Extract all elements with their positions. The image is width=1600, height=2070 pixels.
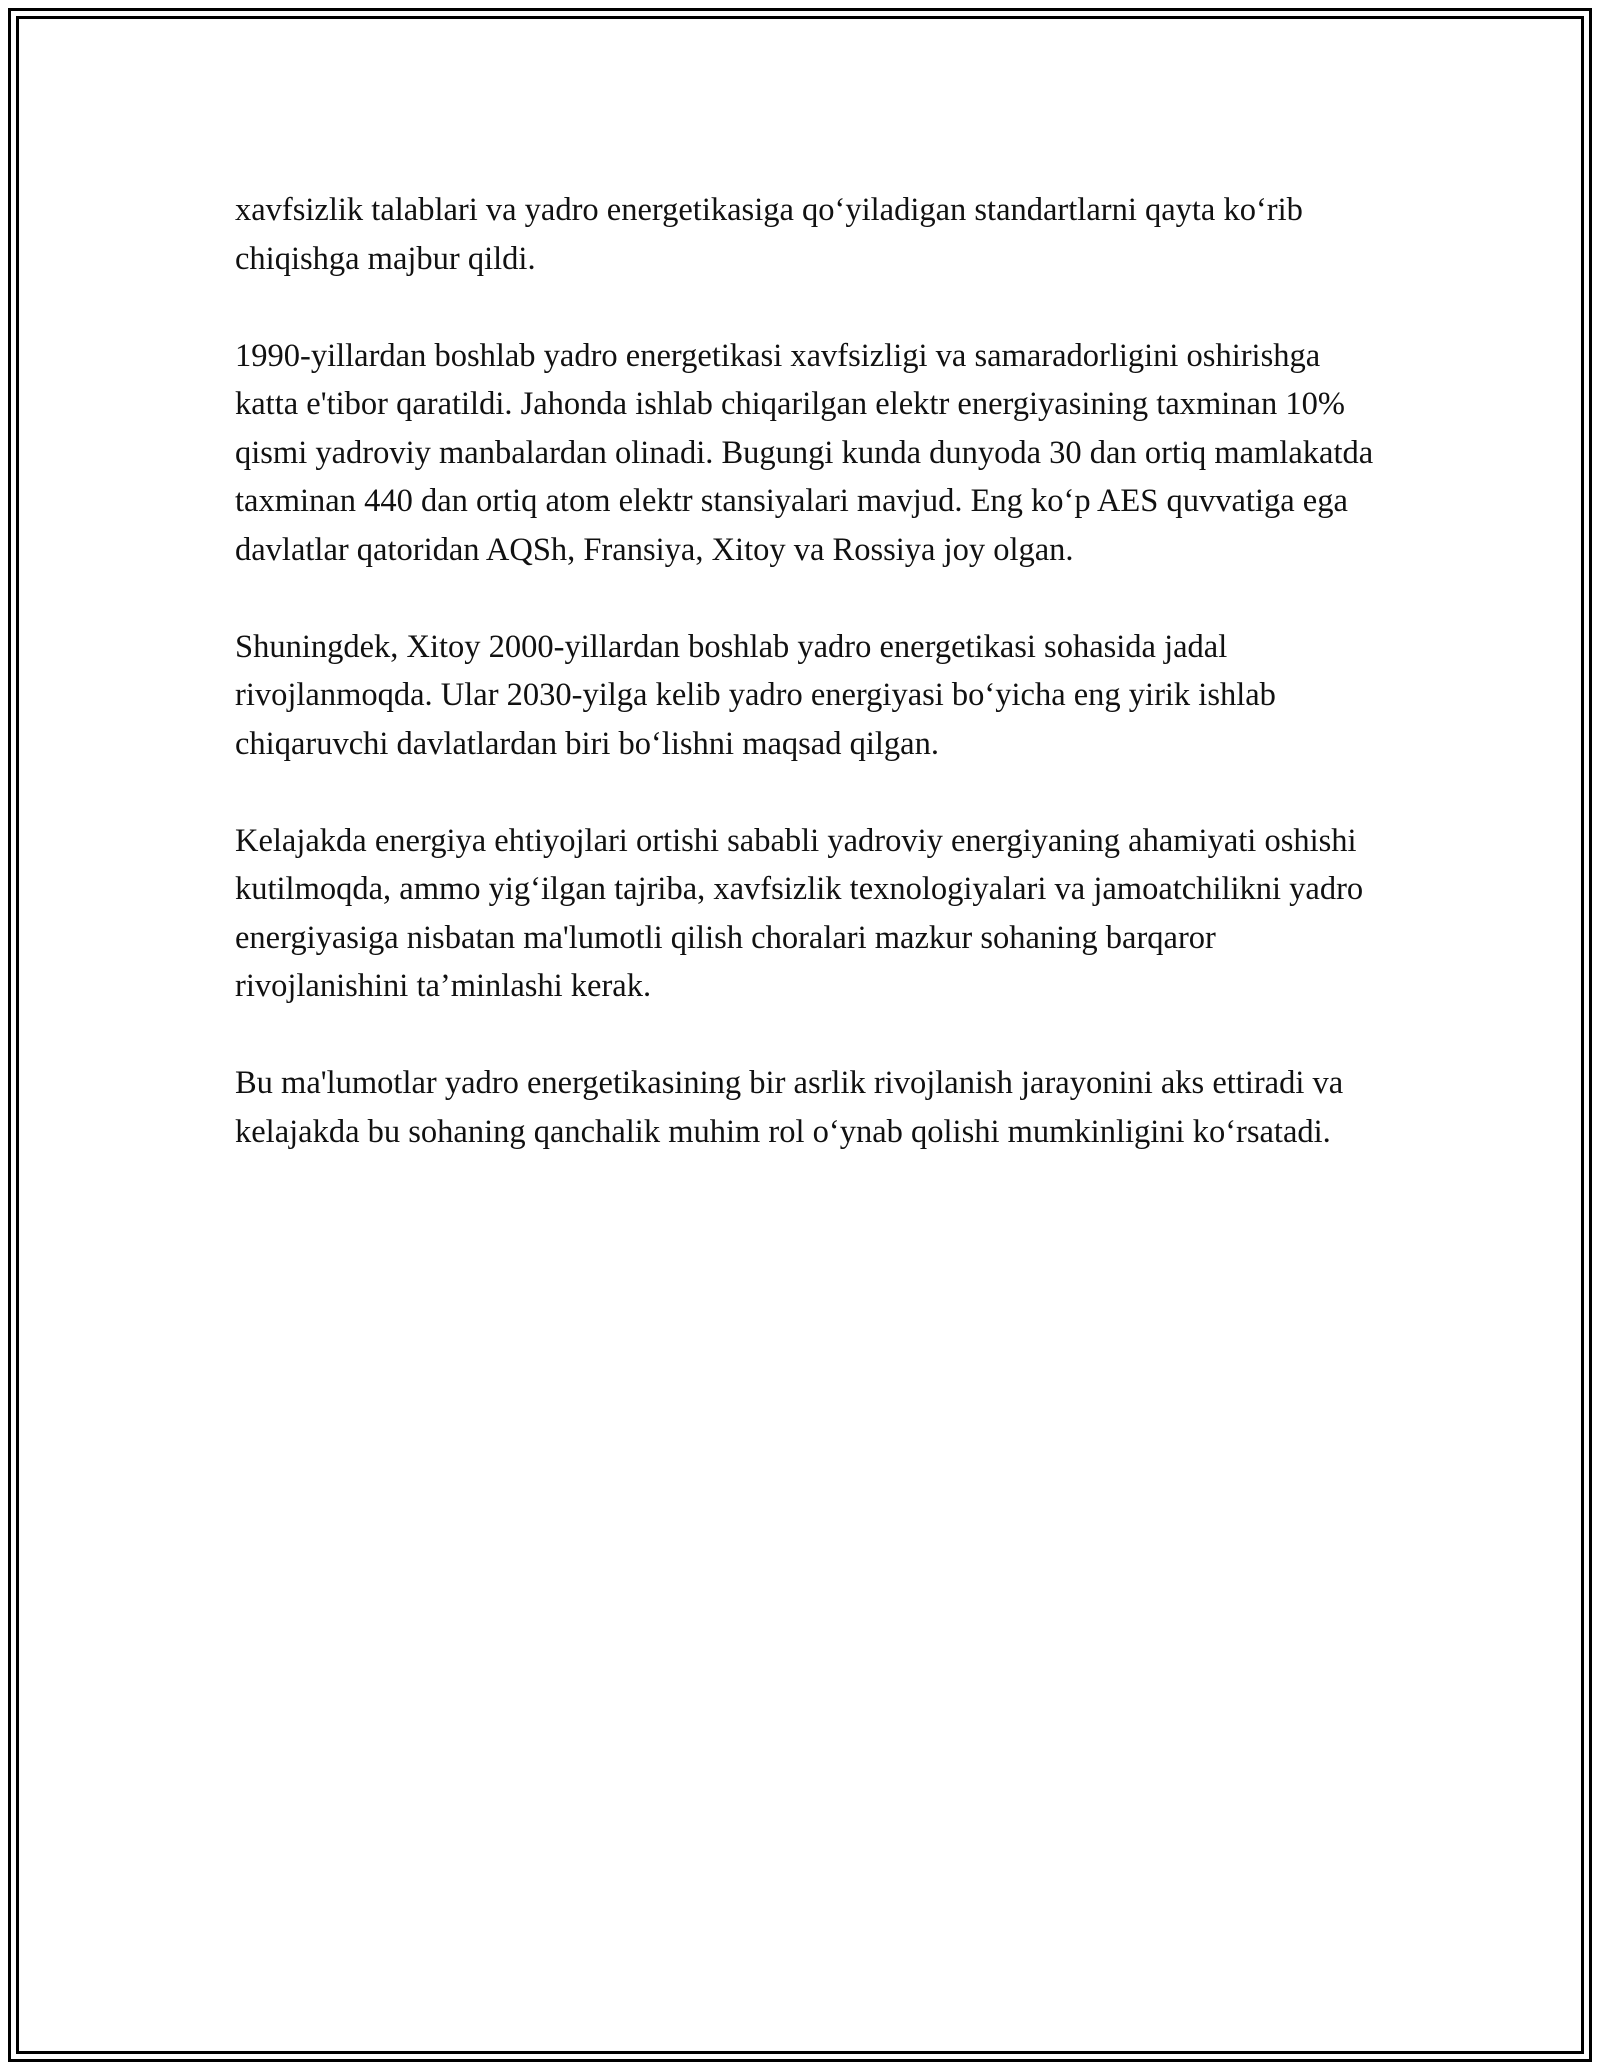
paragraph-3: Shuningdek, Xitoy 2000-yillardan boshlab yadro energetikasi sohasida jadal rivojlanmoqda. Ular 2030-yilga kelib yadro energiyasi bo‘yicha eng yirik ishlab chiqaruvchi davlatlardan biri bo‘lishni maqsad qilgan. [235, 628, 1276, 762]
paragraph-5: Bu ma'lumotlar yadro energetikasining bir asrlik rivojlanish jarayonini aks ettiradi va kelajakda bu sohaning qanchalik muhim rol o‘ynab qolishi mumkinligini ko‘rsatadi. [235, 1065, 1344, 1150]
document-body [235, 186, 1385, 1205]
paragraph-4: Kelajakda energiya ehtiyojlari ortishi sababli yadroviy energiyaning ahamiyati oshishi kutilmoqda, ammo yig‘ilgan tajriba, xavfsizlik texnologiyalari va jamoatchilikni yadro energiyasiga nisbatan ma'lumotli qilish choralari mazkur sohaning barqaror rivojlanishini ta’minlashi kerak. [235, 822, 1364, 1004]
paragraph-1: xavfsizlik talablari va yadro energetikasiga qo‘yiladigan standartlarni qayta ko‘rib chiqishga majbur qildi. [235, 192, 1303, 277]
paragraph-2: 1990-yillardan boshlab yadro energetikasi xavfsizligi va samaradorligini oshirishga katta e'tibor qaratildi. Jahonda ishlab chiqarilgan elektr energiyasining taxminan 10% qismi yadroviy manbalardan olinadi. Bugungi kunda dunyoda 30 dan ortiq mamlakatda taxminan 440 dan ortiq atom elektr stansiyalari mavjud. Eng ko‘p AES quvvatiga ega davlatlar qatoridan AQSh, Fransiya, Xitoy va Rossiya joy olgan. [235, 337, 1374, 568]
